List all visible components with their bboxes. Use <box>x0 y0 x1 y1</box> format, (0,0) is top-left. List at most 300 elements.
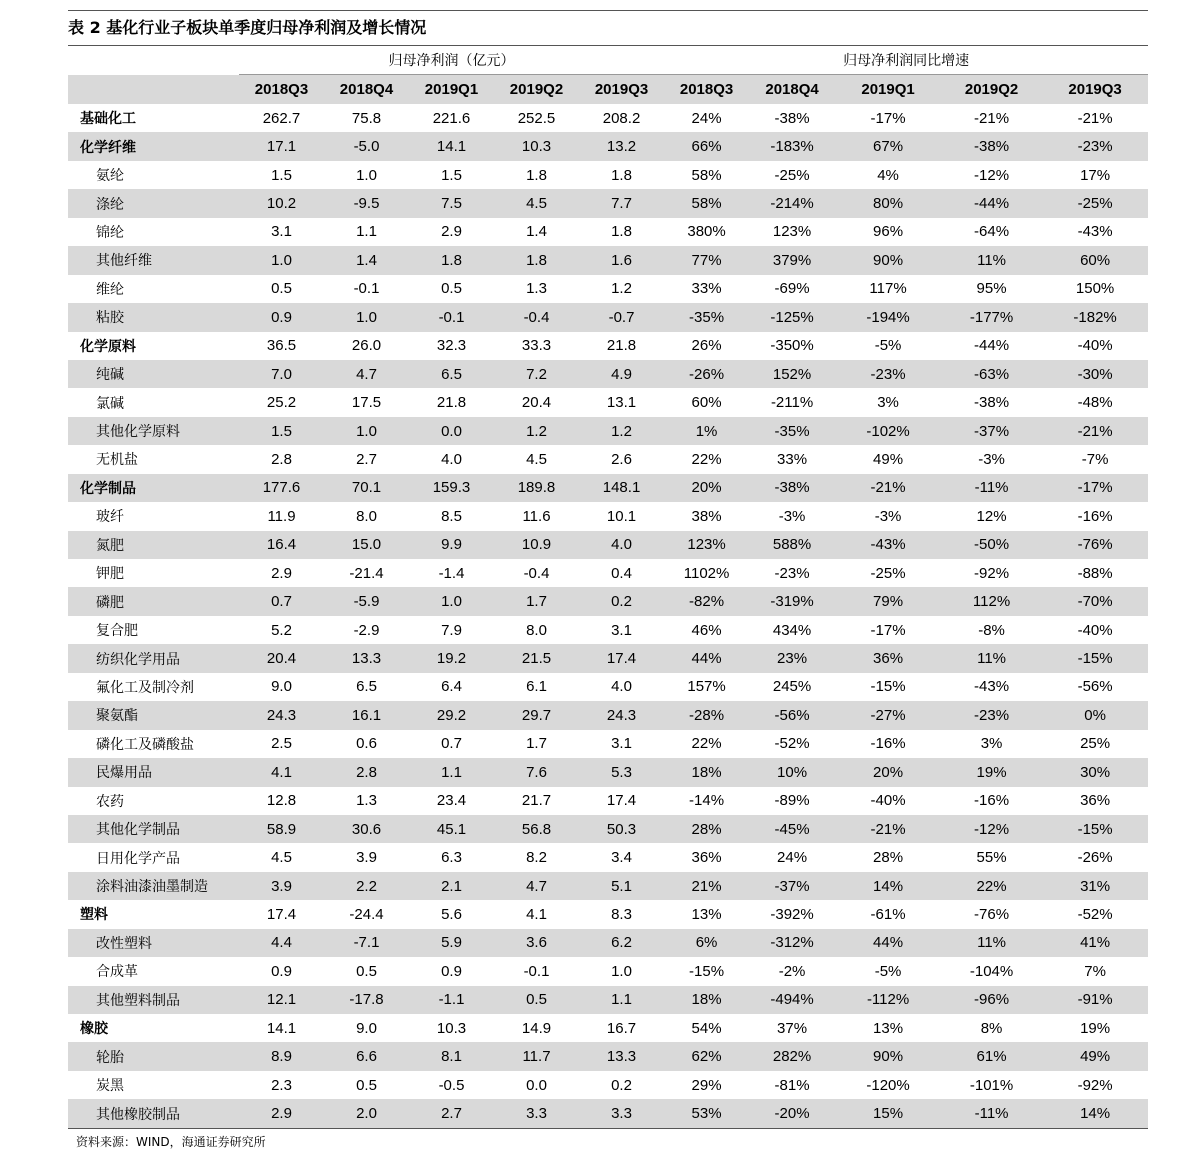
table-cell: 3% <box>980 735 1003 753</box>
table-cell: 18% <box>664 758 749 786</box>
table-cell: 1.1 <box>356 223 377 241</box>
table-cell: 3.6 <box>494 929 579 957</box>
table-cell: 80% <box>835 189 941 217</box>
table-row <box>68 360 1148 388</box>
row-name: 无机盐 <box>96 452 138 469</box>
table-cell: 5.9 <box>409 929 494 957</box>
table-cell: 588% <box>749 531 835 559</box>
table-cell: 379% <box>749 246 835 274</box>
table-cell: 14% <box>835 872 941 900</box>
table-cell: -61% <box>870 905 906 923</box>
table-row <box>68 701 1148 729</box>
table-cell: 4.4 <box>239 929 324 957</box>
table-cell: 0.2 <box>611 1076 632 1094</box>
table-cell: 262.7 <box>262 109 301 127</box>
column-header-name <box>68 75 239 105</box>
table-cell: 58.9 <box>239 815 324 843</box>
table-row <box>68 1099 1148 1127</box>
row-name: 农药 <box>96 793 124 810</box>
table-row <box>68 445 1148 473</box>
table-cell: 0.5 <box>356 962 377 980</box>
table-cell: 177.6 <box>239 474 324 502</box>
table-cell: 380% <box>687 223 726 241</box>
table-cell: 30% <box>1042 758 1148 786</box>
table-cell: -21.4 <box>349 564 384 582</box>
row-name: 氯碱 <box>96 395 124 412</box>
source-note: 资料来源：WIND，海通证券研究所 <box>76 1134 266 1149</box>
table-cell: -3% <box>778 507 806 525</box>
table-row <box>68 758 1148 786</box>
column-header: 2018Q4 <box>749 75 835 105</box>
table-cell: 13.3 <box>579 1042 664 1070</box>
table-cell: -43% <box>835 531 941 559</box>
table-row <box>68 787 1148 815</box>
table-cell: 58% <box>664 189 749 217</box>
table-cell: -0.7 <box>579 303 664 331</box>
table-cell: 1.4 <box>324 246 409 274</box>
table-cell: 31% <box>1042 872 1148 900</box>
table-cell: 20.4 <box>521 394 552 412</box>
table-cell: 1.1 <box>579 986 664 1014</box>
table-cell: 16.4 <box>239 531 324 559</box>
table-cell: -0.4 <box>523 564 550 582</box>
table-row <box>68 616 1148 644</box>
table-cell: -40% <box>1077 621 1113 639</box>
table-cell: -43% <box>1077 223 1113 241</box>
table-cell: 20% <box>835 758 941 786</box>
table-cell: -63% <box>941 360 1042 388</box>
table-cell: 0.4 <box>611 564 632 582</box>
table-cell: -494% <box>749 986 835 1014</box>
table-cell: 2.8 <box>271 450 292 468</box>
table-cell: 36% <box>1080 792 1111 810</box>
row-name: 其他塑料制品 <box>68 986 239 1014</box>
table-cell: 0.9 <box>271 962 292 980</box>
table-cell: 24% <box>777 849 808 867</box>
table-cell: 2.0 <box>324 1099 409 1127</box>
table-cell: -25% <box>774 166 810 184</box>
row-name: 锦纶 <box>96 224 124 241</box>
table-row <box>68 161 1148 189</box>
row-name: 民爆用品 <box>68 758 239 786</box>
table-cell: 50.3 <box>579 815 664 843</box>
table-cell: -89% <box>774 792 810 810</box>
table-cell: 3.1 <box>611 735 632 753</box>
row-name: 纺织化学用品 <box>68 644 239 672</box>
table-cell: -3% <box>874 507 902 525</box>
table-cell: -38% <box>941 132 1042 160</box>
table-cell: 2.9 <box>239 1099 324 1127</box>
table-cell: 8.2 <box>526 849 547 867</box>
table-cell: -56% <box>749 701 835 729</box>
table-cell: -40% <box>1077 337 1113 355</box>
table-cell: -350% <box>770 337 814 355</box>
table-cell: 2.9 <box>441 223 462 241</box>
table-row <box>68 587 1148 615</box>
table-cell: 11% <box>941 644 1042 672</box>
table-cell: 49% <box>873 450 904 468</box>
document-page <box>68 10 1148 1150</box>
table-cell: -5% <box>874 962 902 980</box>
table-cell: 13.1 <box>606 394 637 412</box>
table-cell: 6.5 <box>409 360 494 388</box>
row-name: 日用化学产品 <box>96 850 180 867</box>
table-cell: -45% <box>749 815 835 843</box>
bottom-rule <box>68 1128 1148 1129</box>
table-cell: -392% <box>770 905 814 923</box>
table-cell: -23% <box>941 701 1042 729</box>
table-body <box>68 104 1148 1128</box>
table-cell: 434% <box>772 621 812 639</box>
table-cell: -16% <box>870 735 906 753</box>
table-cell: -15% <box>689 962 725 980</box>
table-cell: -125% <box>749 303 835 331</box>
table-cell: 1.5 <box>441 166 462 184</box>
table-cell: -88% <box>1077 564 1113 582</box>
table-cell: 90% <box>835 1042 941 1070</box>
table-cell: 13.2 <box>579 132 664 160</box>
table-cell: 20.4 <box>239 644 324 672</box>
table-cell: 37% <box>777 1019 808 1037</box>
table-cell: 28% <box>664 815 749 843</box>
table-cell: 75.8 <box>351 109 382 127</box>
row-name: 维纶 <box>96 281 124 298</box>
table-cell: -35% <box>664 303 749 331</box>
column-header: 2019Q2 <box>494 75 579 105</box>
table-cell: -30% <box>1042 360 1148 388</box>
table-cell: 12% <box>976 507 1007 525</box>
table-row <box>68 986 1148 1014</box>
table-row <box>68 673 1148 701</box>
table-cell: -40% <box>870 792 906 810</box>
table-cell: 0.0 <box>409 417 494 445</box>
table-cell: 2.7 <box>409 1099 494 1127</box>
table-cell: 2.6 <box>611 450 632 468</box>
table-cell: -17.8 <box>324 986 409 1014</box>
table-cell: 25.2 <box>266 394 297 412</box>
table-cell: -38% <box>974 394 1010 412</box>
table-cell: 208.2 <box>602 109 641 127</box>
table-cell: 117% <box>869 280 907 298</box>
table-cell: -23% <box>835 360 941 388</box>
profit-table <box>68 46 1148 1128</box>
table-cell: -38% <box>774 109 810 127</box>
row-name: 橡胶 <box>80 1021 108 1038</box>
table-cell: 32.3 <box>436 337 467 355</box>
table-row <box>68 843 1148 871</box>
table-cell: 8.0 <box>526 621 547 639</box>
table-row <box>68 644 1148 672</box>
row-name: 其他纤维 <box>68 246 239 274</box>
table-cell: -48% <box>1077 394 1113 412</box>
table-cell: 1.2 <box>611 280 632 298</box>
table-cell: 66% <box>664 132 749 160</box>
table-row <box>68 957 1148 985</box>
table-cell: -20% <box>749 1099 835 1127</box>
table-row <box>68 531 1148 559</box>
table-cell: -21% <box>974 109 1010 127</box>
table-cell: 96% <box>873 223 904 241</box>
table-cell: -21% <box>1042 417 1148 445</box>
column-header-row <box>68 75 1148 105</box>
table-row <box>68 900 1148 928</box>
row-name: 磷化工及磷酸盐 <box>96 736 194 753</box>
table-cell: -11% <box>941 474 1042 502</box>
group-header-growth: 归母净利润同比增速 <box>664 46 1148 75</box>
table-cell: -35% <box>749 417 835 445</box>
table-cell: 7.6 <box>494 758 579 786</box>
table-cell: 1.8 <box>526 166 547 184</box>
table-cell: 1.8 <box>494 246 579 274</box>
table-cell: 13% <box>873 1019 904 1037</box>
table-row <box>68 132 1148 160</box>
table-cell: 29% <box>691 1076 722 1094</box>
table-cell: 46% <box>691 621 722 639</box>
table-cell: 7% <box>1084 962 1106 980</box>
table-cell: -3% <box>978 450 1005 468</box>
table-cell: 1.8 <box>611 223 632 241</box>
table-cell: 3.9 <box>356 849 377 867</box>
table-cell: -7% <box>1081 450 1109 468</box>
table-cell: 7.2 <box>494 360 579 388</box>
table-cell: -25% <box>870 564 906 582</box>
table-cell: 10.2 <box>239 189 324 217</box>
column-header: 2019Q2 <box>941 75 1042 105</box>
table-row <box>68 332 1148 360</box>
table-cell: 1.0 <box>611 962 632 980</box>
table-cell: -24.4 <box>349 905 384 923</box>
table-cell: 4.7 <box>324 360 409 388</box>
table-row <box>68 275 1148 303</box>
table-cell: 0.7 <box>441 735 462 753</box>
table-cell: -16% <box>974 792 1010 810</box>
table-cell: 15% <box>835 1099 941 1127</box>
table-cell: 4.0 <box>611 678 632 696</box>
table-row <box>68 872 1148 900</box>
table-cell: 58% <box>691 166 722 184</box>
table-cell: 1.5 <box>271 166 292 184</box>
table-cell: 17.4 <box>606 792 637 810</box>
table-cell: 6.1 <box>526 678 547 696</box>
table-cell: 14.9 <box>521 1019 552 1037</box>
table-cell: 0.0 <box>526 1076 547 1094</box>
row-name: 合成革 <box>96 964 138 981</box>
table-cell: 8.1 <box>409 1042 494 1070</box>
table-cell: -14% <box>689 792 725 810</box>
table-cell: 17% <box>1080 166 1111 184</box>
group-header-row <box>68 46 1148 75</box>
table-cell: -12% <box>941 815 1042 843</box>
table-cell: -44% <box>974 337 1010 355</box>
table-row <box>68 474 1148 502</box>
table-cell: -64% <box>974 223 1010 241</box>
table-cell: 8% <box>980 1019 1003 1037</box>
table-cell: 2.9 <box>271 564 292 582</box>
column-header: 2018Q3 <box>664 75 749 105</box>
table-cell: 21.8 <box>436 394 467 412</box>
table-cell: 7.5 <box>409 189 494 217</box>
table-cell: 3.4 <box>611 849 632 867</box>
table-cell: -38% <box>749 474 835 502</box>
table-cell: 21.8 <box>606 337 637 355</box>
table-title: 表 2 基化行业子板块单季度归母净利润及增长情况 <box>68 11 1148 46</box>
table-cell: 3% <box>877 394 899 412</box>
table-cell: 67% <box>835 132 941 160</box>
table-cell: 5.3 <box>579 758 664 786</box>
table-cell: 36.5 <box>266 337 297 355</box>
table-cell: 7.9 <box>441 621 462 639</box>
table-cell: -82% <box>664 587 749 615</box>
table-cell: 21.5 <box>494 644 579 672</box>
table-cell: 17.5 <box>351 394 382 412</box>
table-cell: 2.1 <box>409 872 494 900</box>
table-cell: 26.0 <box>351 337 382 355</box>
table-cell: -70% <box>1042 587 1148 615</box>
row-name: 轮胎 <box>68 1042 239 1070</box>
column-header: 2018Q4 <box>324 75 409 105</box>
table-cell: 30.6 <box>324 815 409 843</box>
table-cell: 123% <box>664 531 749 559</box>
table-cell: 0.6 <box>356 735 377 753</box>
table-cell: -0.4 <box>494 303 579 331</box>
table-cell: 38% <box>691 507 722 525</box>
table-cell: -5.0 <box>324 132 409 160</box>
table-cell: -76% <box>1042 531 1148 559</box>
table-cell: -5% <box>874 337 902 355</box>
table-cell: 29.2 <box>409 701 494 729</box>
table-cell: 36% <box>691 849 722 867</box>
table-cell: 0.5 <box>494 986 579 1014</box>
table-cell: -1.1 <box>409 986 494 1014</box>
table-row <box>68 1071 1148 1099</box>
table-cell: 7.7 <box>579 189 664 217</box>
table-row <box>68 218 1148 246</box>
table-cell: -101% <box>969 1076 1014 1094</box>
table-cell: -183% <box>749 132 835 160</box>
table-cell: 15.0 <box>324 531 409 559</box>
table-cell: 23% <box>749 644 835 672</box>
table-cell: 33% <box>691 280 722 298</box>
table-cell: 4.0 <box>579 531 664 559</box>
table-cell: 123% <box>772 223 812 241</box>
table-cell: 49% <box>1042 1042 1148 1070</box>
table-row <box>68 1014 1148 1042</box>
table-cell: -8% <box>978 621 1005 639</box>
table-cell: 11.7 <box>494 1042 579 1070</box>
table-cell: -26% <box>664 360 749 388</box>
table-cell: 36% <box>835 644 941 672</box>
table-cell: 17.4 <box>266 905 297 923</box>
table-cell: -9.5 <box>324 189 409 217</box>
row-name: 化学制品 <box>68 474 239 502</box>
table-cell: 245% <box>772 678 812 696</box>
table-cell: 150% <box>1075 280 1115 298</box>
table-cell: 10.3 <box>494 132 579 160</box>
table-cell: 24.3 <box>239 701 324 729</box>
table-cell: 189.8 <box>494 474 579 502</box>
table-cell: -15% <box>1042 815 1148 843</box>
table-cell: 23.4 <box>436 792 467 810</box>
table-cell: 26% <box>691 337 722 355</box>
table-cell: -214% <box>749 189 835 217</box>
table-cell: 221.6 <box>432 109 471 127</box>
table-cell: 5.6 <box>441 905 462 923</box>
table-cell: 53% <box>664 1099 749 1127</box>
table-cell: 0.7 <box>239 587 324 615</box>
table-cell: 1.0 <box>239 246 324 274</box>
table-cell: 6.3 <box>441 849 462 867</box>
table-cell: -17% <box>870 621 906 639</box>
column-header: 2019Q3 <box>579 75 664 105</box>
table-cell: 0.5 <box>271 280 292 298</box>
table-cell: -28% <box>664 701 749 729</box>
table-cell: 4.5 <box>271 849 292 867</box>
table-cell: 14.1 <box>409 132 494 160</box>
table-cell: 44% <box>835 929 941 957</box>
table-cell: 6.5 <box>356 678 377 696</box>
table-cell: 14% <box>1042 1099 1148 1127</box>
table-cell: 21% <box>664 872 749 900</box>
column-header: 2019Q1 <box>409 75 494 105</box>
table-cell: -96% <box>941 986 1042 1014</box>
table-cell: -319% <box>749 587 835 615</box>
table-cell: 1.1 <box>409 758 494 786</box>
row-name: 氟化工及制冷剂 <box>96 679 194 696</box>
row-name: 改性塑料 <box>68 929 239 957</box>
row-name: 炭黑 <box>96 1078 124 1095</box>
row-name: 其他化学原料 <box>68 417 239 445</box>
table-row <box>68 559 1148 587</box>
row-name: 化学原料 <box>80 338 136 355</box>
table-cell: 9.0 <box>271 678 292 696</box>
table-cell: -17% <box>870 109 906 127</box>
table-cell: 19.2 <box>409 644 494 672</box>
table-cell: 7.0 <box>239 360 324 388</box>
table-cell: -182% <box>1042 303 1148 331</box>
column-header: 2018Q3 <box>239 75 324 105</box>
table-cell: -21% <box>1077 109 1113 127</box>
table-cell: 21.7 <box>521 792 552 810</box>
table-row <box>68 417 1148 445</box>
table-cell: 28% <box>873 849 904 867</box>
table-cell: 9.9 <box>409 531 494 559</box>
table-cell: 79% <box>835 587 941 615</box>
table-cell: -0.1 <box>409 303 494 331</box>
table-cell: 4.1 <box>239 758 324 786</box>
row-name: 化学纤维 <box>68 132 239 160</box>
column-header: 2019Q1 <box>835 75 941 105</box>
table-cell: 1.8 <box>611 166 632 184</box>
table-cell: -52% <box>1077 905 1113 923</box>
table-cell: -76% <box>974 905 1010 923</box>
table-cell: 4.7 <box>494 872 579 900</box>
table-cell: 1.7 <box>494 587 579 615</box>
table-cell: 13.3 <box>324 644 409 672</box>
table-cell: 1.3 <box>356 792 377 810</box>
table-cell: -23% <box>774 564 810 582</box>
table-cell: -112% <box>835 986 941 1014</box>
table-cell: 60% <box>691 394 722 412</box>
table-cell: 11.6 <box>522 507 551 525</box>
table-cell: 45.1 <box>409 815 494 843</box>
table-cell: -1.4 <box>438 564 465 582</box>
table-cell: 77% <box>664 246 749 274</box>
table-cell: 10% <box>749 758 835 786</box>
row-name: 涤纶 <box>68 189 239 217</box>
table-cell: -2% <box>778 962 806 980</box>
table-cell: 10.1 <box>606 507 637 525</box>
table-cell: -44% <box>941 189 1042 217</box>
